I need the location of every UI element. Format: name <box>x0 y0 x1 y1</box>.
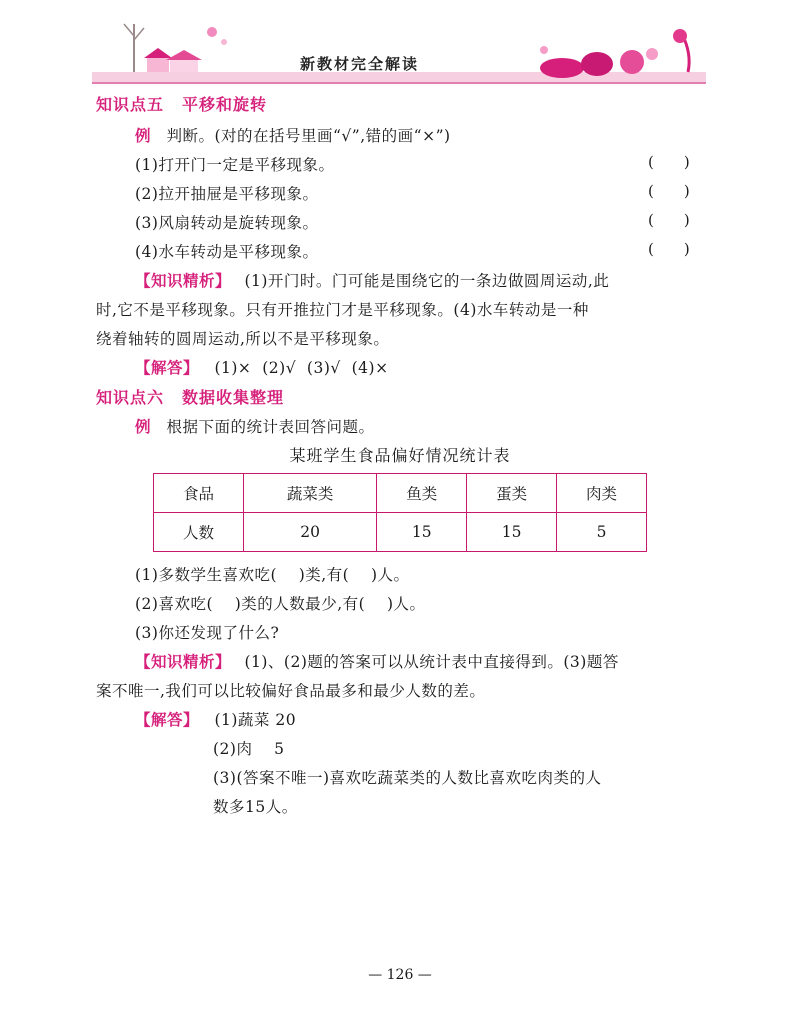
question-1: (1)多数学生喜欢吃( )类,有( )人。 <box>135 566 410 584</box>
section6-answer-line-3: (3)(答案不唯一)喜欢吃蔬菜类的人数比喜欢吃肉类的人 <box>213 769 602 787</box>
section5-title <box>96 92 267 115</box>
section6-answer-line-2: (2)肉 5 <box>213 740 285 758</box>
section5-name: 平移和旋转 <box>182 95 268 114</box>
section6-answer-line-1 <box>135 708 296 730</box>
header-decoration <box>92 14 706 88</box>
analysis-text-1: (1)开门时。门可能是围绕它的一条边做圆周运动,此 <box>244 272 610 290</box>
table-header-cell: 蔬菜类 <box>243 474 376 513</box>
example-text: 根据下面的统计表回答问题。 <box>166 418 375 436</box>
judge-item-1: (1)打开门一定是平移现象。 <box>135 156 335 174</box>
analysis-label: 【知识精析】 <box>135 653 232 671</box>
judge-item-4: (4)水车转动是平移现象。 <box>135 243 319 261</box>
question-3: (3)你还发现了什么? <box>135 624 280 642</box>
table-header-cell: 食品 <box>154 474 244 513</box>
table-cell: 20 <box>243 513 376 552</box>
judge-item-3: (3)风扇转动是旋转现象。 <box>135 214 319 232</box>
answer-paren-2[interactable]: () <box>648 182 720 200</box>
table-cell: 15 <box>467 513 557 552</box>
table-cell: 5 <box>557 513 647 552</box>
analysis-label: 【知识精析】 <box>135 272 232 290</box>
section5-example <box>135 124 451 146</box>
table-header-row <box>154 474 647 513</box>
section6-analysis-line-1 <box>135 650 619 672</box>
section6-example <box>135 415 374 437</box>
section5-analysis-line-1 <box>135 269 609 291</box>
section5-number: 知识点五 <box>96 95 165 114</box>
answer-text: (1)× (2)√ (3)√ (4)× <box>214 359 389 377</box>
answer-paren-4[interactable]: () <box>648 240 720 258</box>
table-cell: 15 <box>377 513 467 552</box>
header-title: 新教材完全解读 <box>300 55 420 73</box>
section5-analysis-line-2: 时,它不是平移现象。只有开推拉门才是平移现象。(4)水车转动是一种 <box>96 301 589 319</box>
food-preference-table <box>153 473 647 552</box>
table-header-cell: 鱼类 <box>377 474 467 513</box>
table-row <box>154 513 647 552</box>
analysis-text-1: (1)、(2)题的答案可以从统计表中直接得到。(3)题答 <box>244 653 619 671</box>
section5-answer <box>135 356 389 378</box>
table-cell: 人数 <box>154 513 244 552</box>
table-title: 某班学生食品偏好情况统计表 <box>289 446 511 465</box>
answer-label: 【解答】 <box>135 711 200 729</box>
section6-answer-line-4: 数多15人。 <box>213 798 298 816</box>
question-2: (2)喜欢吃( )类的人数最少,有( )人。 <box>135 595 426 613</box>
answer-paren-3[interactable]: () <box>648 211 720 229</box>
table-header-cell: 蛋类 <box>467 474 557 513</box>
page-header <box>92 14 706 88</box>
judge-item-2: (2)拉开抽屉是平移现象。 <box>135 185 319 203</box>
example-label: 例 <box>135 127 152 145</box>
answer-label: 【解答】 <box>135 359 200 377</box>
section6-number: 知识点六 <box>96 388 165 407</box>
page-number: — 126 — <box>368 967 432 983</box>
table-header-cell: 肉类 <box>557 474 647 513</box>
example-label: 例 <box>135 418 152 436</box>
example-text: 判断。(对的在括号里画“√”,错的画“×”) <box>166 127 451 145</box>
section5-analysis-line-3: 绕着轴转的圆周运动,所以不是平移现象。 <box>96 330 390 348</box>
section6-analysis-line-2: 案不唯一,我们可以比较偏好食品最多和最少人数的差。 <box>96 682 486 700</box>
section6-title <box>96 385 284 408</box>
section6-name: 数据收集整理 <box>182 388 285 407</box>
answer-text-1: (1)蔬菜 20 <box>214 711 297 729</box>
answer-paren-1[interactable]: () <box>648 153 720 171</box>
